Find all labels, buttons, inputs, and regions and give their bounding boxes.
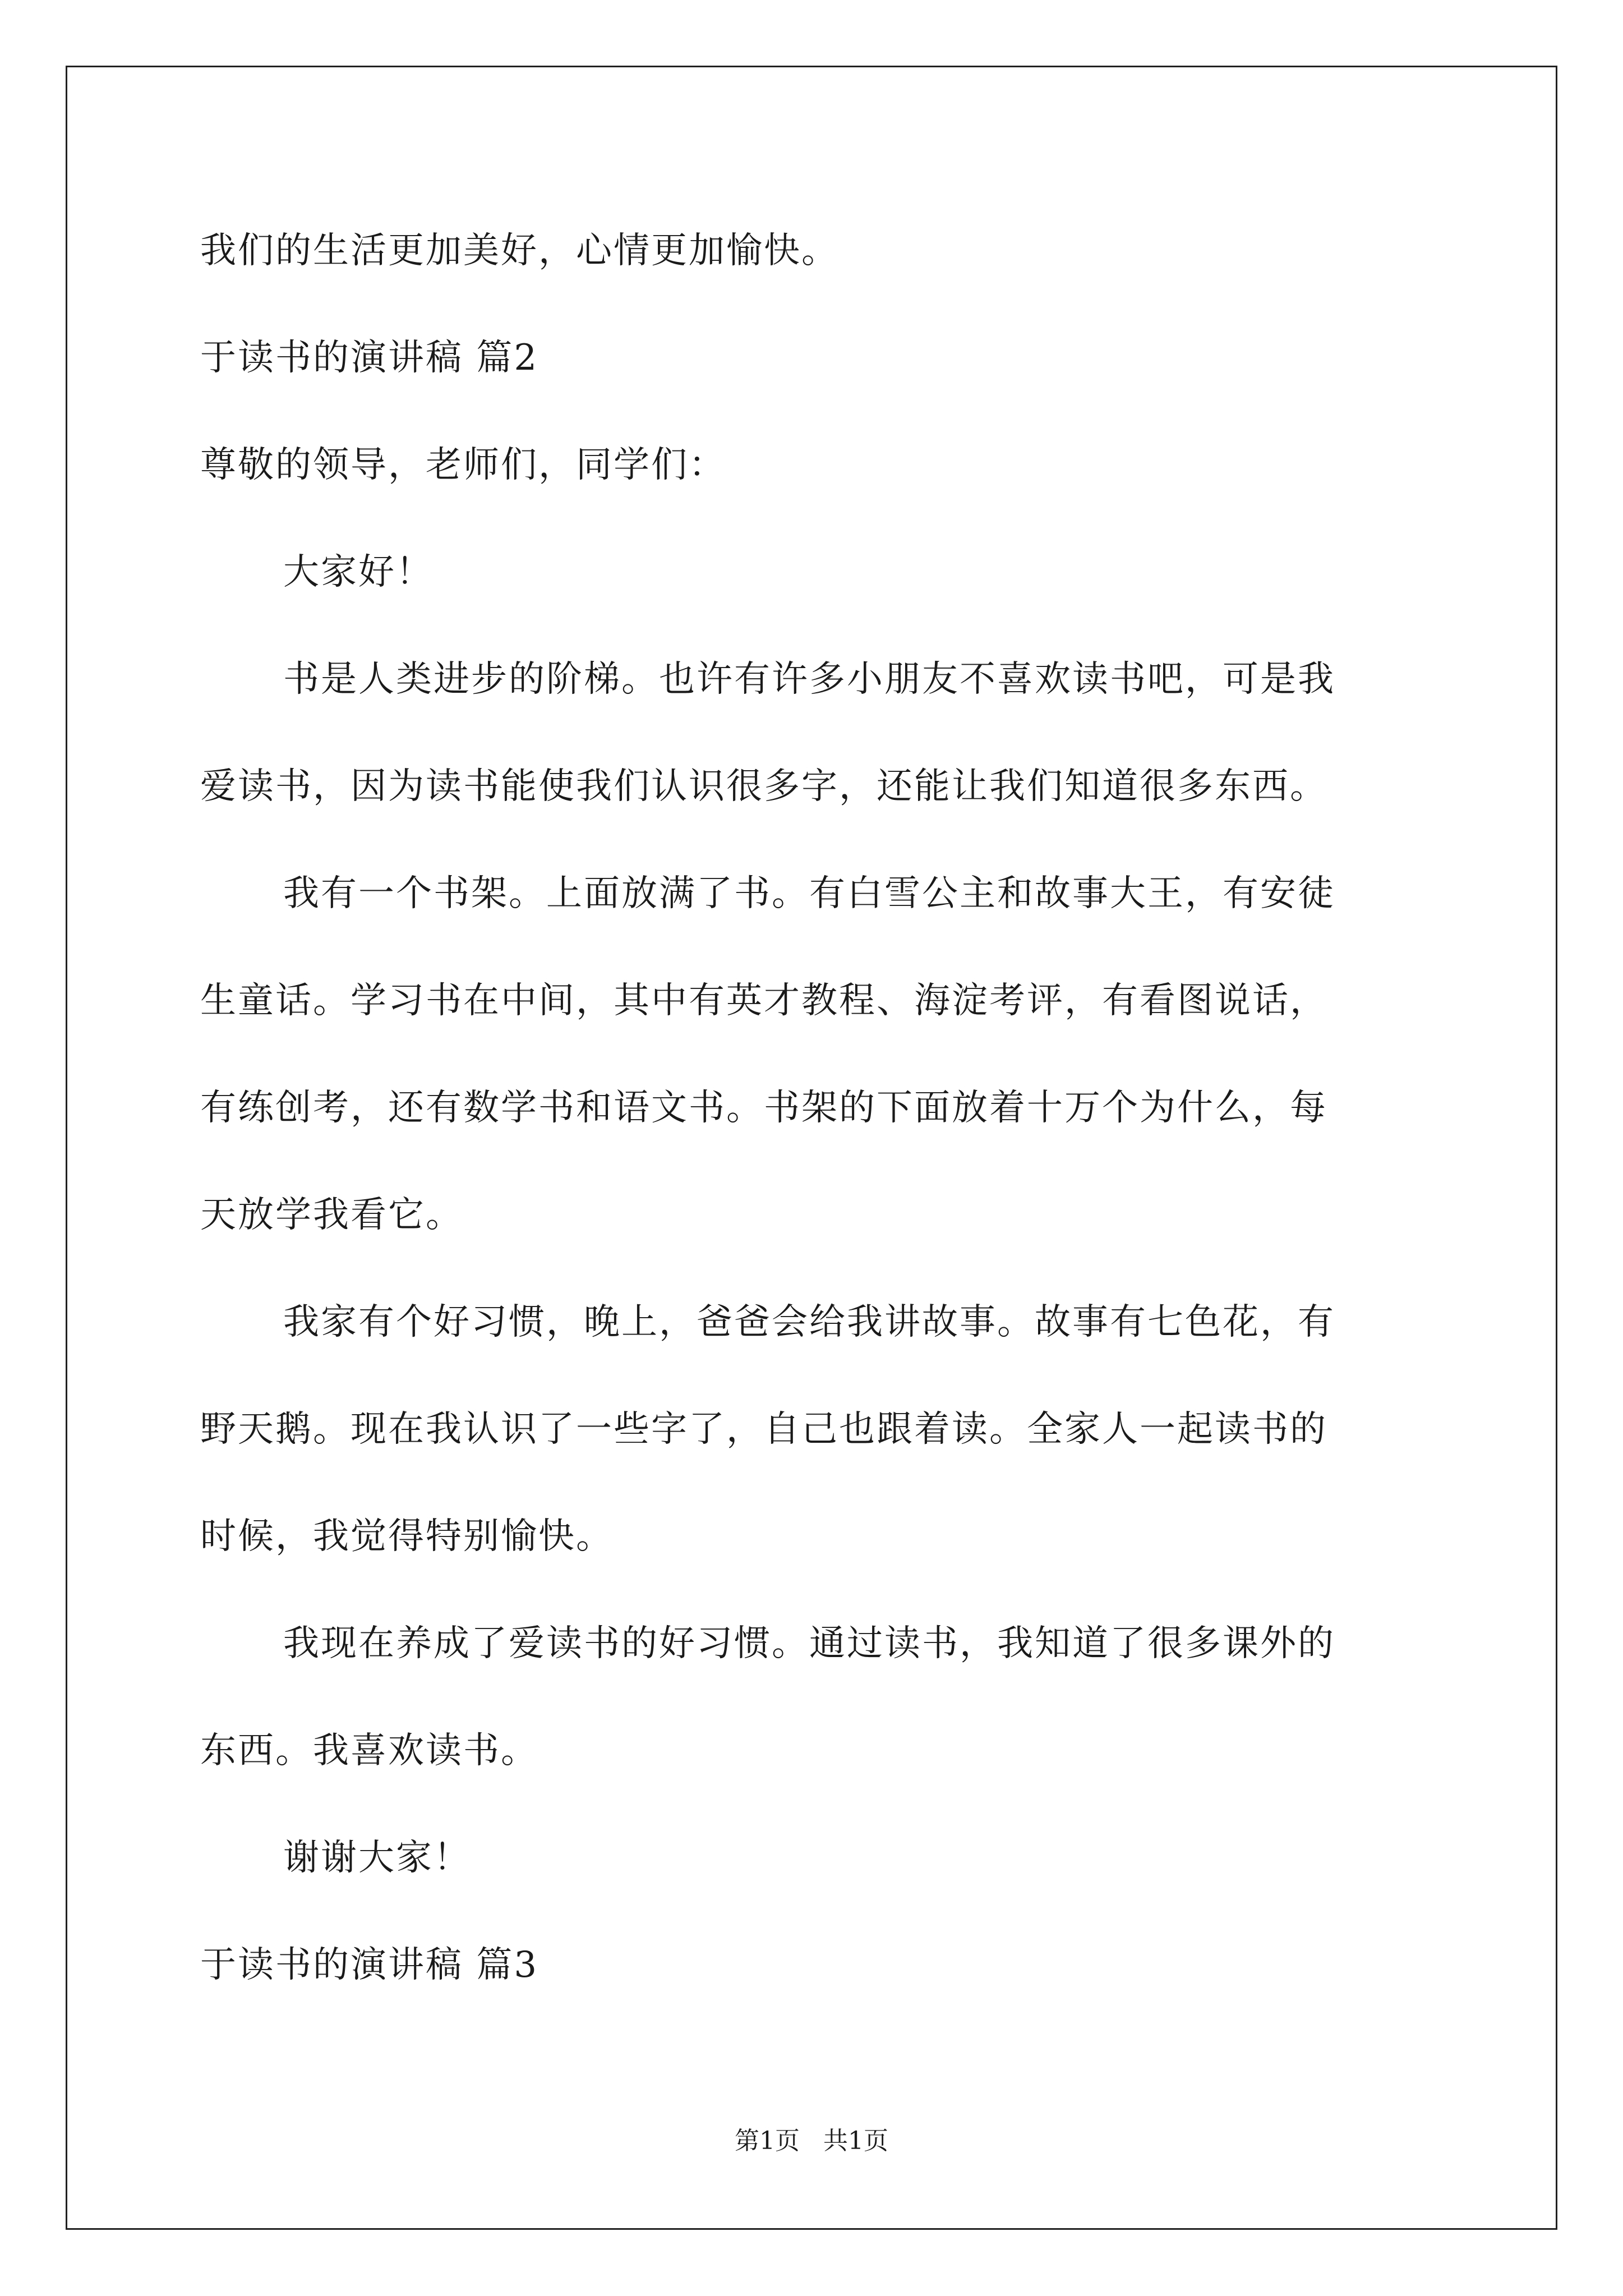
- salutation: 尊敬的领导，老师们，同学们：: [200, 444, 726, 486]
- page-border: [66, 66, 1557, 2230]
- paragraph-2-line-4: 天放学我看它。: [200, 1194, 463, 1236]
- closing-thanks: 谢谢大家！: [283, 1837, 471, 1879]
- text-line-previous-ending: 我们的生活更加美好，心情更加愉快。: [200, 230, 839, 272]
- paragraph-1-line-2: 爱读书，因为读书能使我们认识很多字，还能让我们知道很多东西。: [200, 766, 1327, 807]
- paragraph-2-line-1: 我有一个书架。上面放满了书。有白雪公主和故事大王，有安徒: [283, 873, 1335, 914]
- paragraph-1-line-1: 书是人类进步的阶梯。也许有许多小朋友不喜欢读书吧，可是我: [283, 659, 1335, 700]
- paragraph-2-line-2: 生童话。学习书在中间，其中有英才教程、海淀考评，有看图说话，: [200, 980, 1327, 1022]
- section-heading-2: 于读书的演讲稿 篇2: [200, 337, 539, 379]
- paragraph-4-line-2: 东西。我喜欢读书。: [200, 1730, 538, 1772]
- paragraph-3-line-2: 野天鹅。现在我认识了一些字了，自己也跟着读。全家人一起读书的: [200, 1409, 1327, 1450]
- paragraph-3-line-3: 时候，我觉得特别愉快。: [200, 1516, 614, 1557]
- paragraph-4-line-1: 我现在养成了爱读书的好习惯。通过读书，我知道了很多课外的: [283, 1623, 1335, 1664]
- page-footer: 第1页 共1页: [735, 2127, 888, 2155]
- section-heading-3: 于读书的演讲稿 篇3: [200, 1944, 539, 1986]
- paragraph-2-line-3: 有练创考，还有数学书和语文书。书架的下面放着十万个为什么，每: [200, 1087, 1327, 1129]
- paragraph-3-line-1: 我家有个好习惯，晚上，爸爸会给我讲故事。故事有七色花，有: [283, 1301, 1335, 1343]
- greeting: 大家好！: [283, 551, 434, 593]
